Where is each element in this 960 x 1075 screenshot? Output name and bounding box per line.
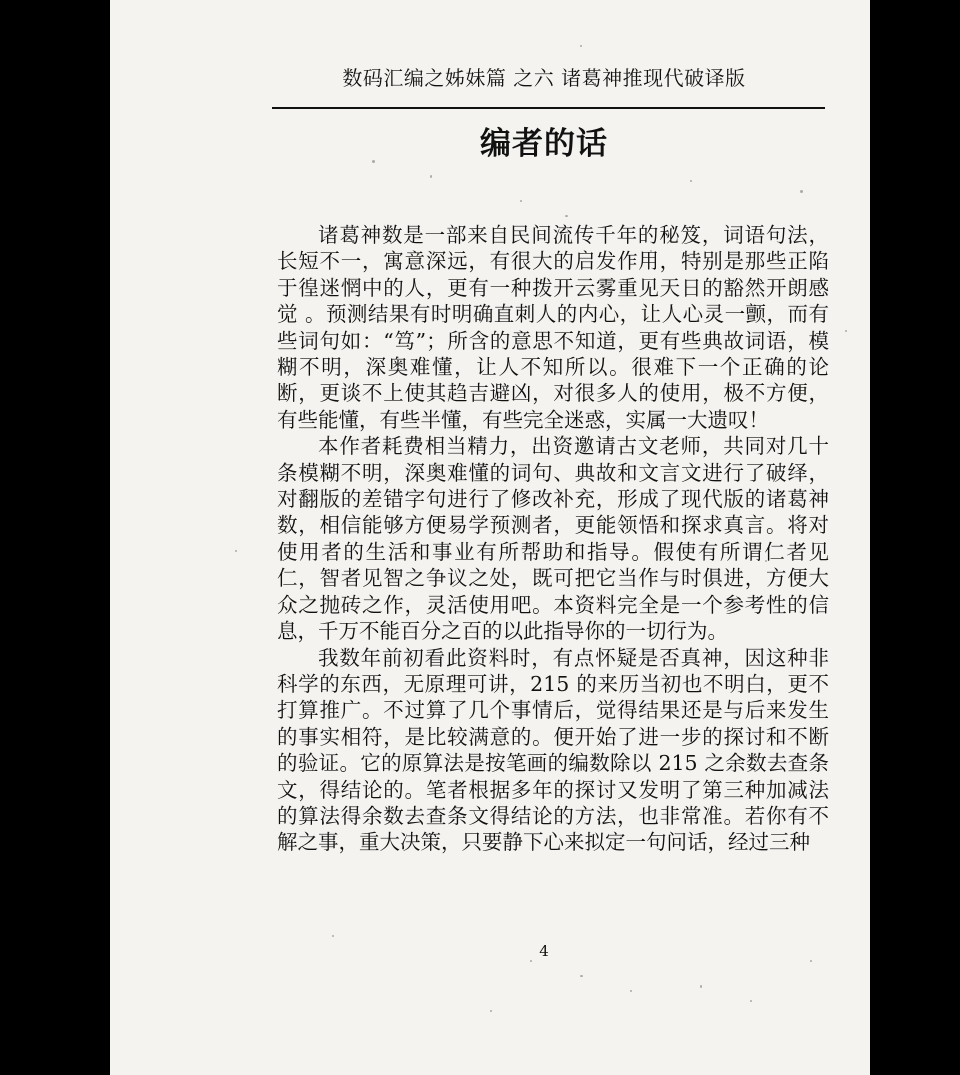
scan-speck (750, 1000, 752, 1002)
paragraph: 本作者耗费相当精力，出资邀请古文老师，共同对几十条模糊不明，深奥难懂的词句、典故和文言文进行了破绎，对翻版的差错字句进行了修改补充，形成了现代版的诸葛神数，相信能够方便易学预测者，更能领悟和探求真言。将对使用者的生活和事业有所帮助和指导。假使有所谓仁者见仁，智者见智之争议之处，既可把它当作与时俱进，方便大众之抛砖之作，灵活使用吧。本资料完全是一个参考性的信息，千万不能百分之百的以此指导你的一切行为。 (277, 434, 829, 644)
scan-speck (630, 990, 632, 992)
book-page (110, 0, 870, 1075)
scan-speck (700, 985, 702, 988)
running-head: 数码汇编之姊妹篇 之六 诸葛神推现代破译版 (342, 66, 746, 90)
scan-speck (565, 215, 568, 217)
scan-speck (530, 960, 532, 962)
scan-speck (580, 45, 582, 47)
scan-speck (430, 175, 432, 178)
header-rule (272, 107, 825, 109)
scan-speck (810, 960, 812, 962)
paragraph: 我数年前初看此资料时，有点怀疑是否真神，因这种非科学的东西，无原理可讲，215 的来历当初也不明白，更不打算推广。不过算了几个事情后，觉得结果还是与后来发生的事实相符，是比较满意的。便开始了进一步的探讨和不断的验证。它的原算法是按笔画的编数除以 215 之余数去查条文，得结论的。笔者根据多年的探讨又发明了第三种加减法的算法得余数去查条文得结论的方法，也非常准。若你有不解之事，重大决策，只要静下心来拟定一句问话，经过三种 (277, 645, 829, 855)
scan-speck (580, 975, 583, 977)
scan-speck (235, 550, 237, 552)
scan-speck (690, 180, 692, 182)
body-text (277, 222, 829, 856)
scan-speck (520, 200, 522, 202)
page-number: 4 (539, 942, 549, 960)
page-title: 编者的话 (480, 126, 608, 162)
scan-speck (332, 935, 334, 937)
paragraph: 诸葛神数是一部来自民间流传千年的秘笈，词语句法，长短不一，寓意深远，有很大的启发作用，特别是那些正陷于徨迷惘中的人，更有一种拨开云雾重见天日的豁然开朗感觉 。预测结果有时明确直刺人的内心，让人心灵一颤，而有些词句如：“笃”；所含的意思不知道，更有些典故词语，模糊不明，深奥难懂，让人不知所以。很难下一个正确的论断，更谈不上使其趋吉避凶，对很多人的使用，极不方便，有些能懂，有些半懂，有些完全迷惑，实属一大遗叹！ (277, 223, 829, 432)
scan-speck (800, 190, 803, 193)
scan-speck (845, 330, 847, 332)
scan-speck (490, 1010, 492, 1012)
